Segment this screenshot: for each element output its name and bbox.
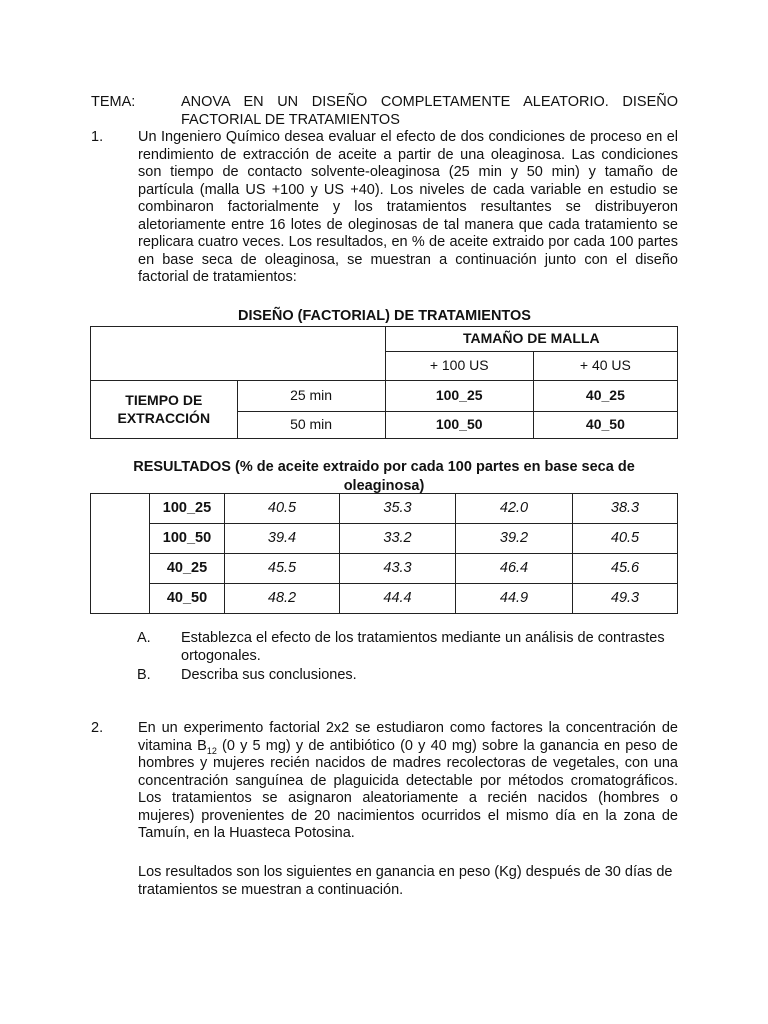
result-value: 46.4: [456, 554, 573, 584]
treatment-label: 40_50: [150, 584, 225, 614]
result-value: 42.0: [456, 494, 573, 524]
tema-label: TEMA:: [91, 94, 136, 110]
design-table-empty-corner: [91, 327, 386, 381]
treatment-cell: 40_25: [533, 381, 677, 412]
problem2-results-text: Los resultados son los siguientes en ganancia en peso (Kg) después de 30 días de tratamientos se muestran a continuación.: [138, 864, 673, 898]
result-value: 49.3: [573, 584, 678, 614]
results-table-title: RESULTADOS (% de aceite extraido por cada 100 partes en base seca de oleaginosa): [133, 459, 635, 494]
question-letter: B.: [137, 667, 151, 683]
treatment-cell: 40_50: [533, 412, 677, 439]
design-table-title: DISEÑO (FACTORIAL) DE TRATAMIENTOS: [238, 308, 531, 324]
problem2-text-start: En un experimento factorial 2x2 se estudiaron como factores la concentración de vitamina B: [138, 720, 678, 754]
result-value: 44.4: [340, 584, 456, 614]
row-level: 25 min: [237, 381, 385, 412]
tema-text: ANOVA EN UN DISEÑO COMPLETAMENTE ALEATORIO. DISEÑO FACTORIAL DE TRATAMIENTOS: [181, 94, 678, 128]
result-value: 45.5: [225, 554, 340, 584]
result-value: 38.3: [573, 494, 678, 524]
problem1-number: 1.: [91, 129, 104, 145]
question-text: Establezca el efecto de los tratamientos mediante un análisis de contrastes ortogonales.: [181, 630, 665, 664]
treatment-cell: 100_25: [385, 381, 533, 412]
row-factor-label: TIEMPO DE EXTRACCIÓN: [91, 381, 238, 439]
vitamin-subscript: 12: [206, 745, 217, 756]
result-value: 43.3: [340, 554, 456, 584]
result-value: 39.2: [456, 524, 573, 554]
result-value: 39.4: [225, 524, 340, 554]
row-level: 50 min: [237, 412, 385, 439]
col-level: + 40 US: [533, 352, 677, 381]
treatment-cell: 100_50: [385, 412, 533, 439]
col-factor-label: TAMAÑO DE MALLA: [385, 327, 677, 352]
result-value: 44.9: [456, 584, 573, 614]
treatment-label: 40_25: [150, 554, 225, 584]
question-letter: A.: [137, 630, 151, 646]
col-level: + 100 US: [385, 352, 533, 381]
results-table: [90, 493, 678, 614]
problem2-number: 2.: [91, 720, 104, 736]
problem2-text-rest: (0 y 5 mg) y de antibiótico (0 y 40 mg) sobre la ganancia en peso de hombres y mujeres recién nacidos de madres recolectoras de vegetales, con una concentración sanguínea de plaguicida detectable por métodos cromatográficos. Los tratamientos se asignaron aleatoriamente a recién nacidos (hombres o mujeres) provenientes de 20 nacimientos ocurridos el mismo día en la zona de Tamuín, en la Huasteca Potosina.: [138, 737, 678, 841]
result-value: 48.2: [225, 584, 340, 614]
treatment-label: 100_25: [150, 494, 225, 524]
design-table: [90, 326, 678, 439]
results-table-empty-cell: [91, 494, 150, 614]
result-value: 35.3: [340, 494, 456, 524]
result-value: 40.5: [225, 494, 340, 524]
result-value: 40.5: [573, 524, 678, 554]
result-value: 45.6: [573, 554, 678, 584]
question-text: Describa sus conclusiones.: [181, 667, 357, 683]
treatment-label: 100_50: [150, 524, 225, 554]
result-value: 33.2: [340, 524, 456, 554]
problem2-text: [138, 720, 678, 843]
problem1-text: Un Ingeniero Químico desea evaluar el efecto de dos condiciones de proceso en el rendimiento de extracción de aceite a partir de una oleaginosa. Las condiciones son tiempo de contacto solvente-oleaginosa (25 min y 50 min) y tamaño de partícula (malla US +100 y US +40). Los niveles de cada variable en estudio se combinaron factorialmente y los tratamientos resultantes se distribuyeron aletoriamente entre 16 lotes de oleginosas de tal manera que cada tratamiento se replicara cuatro veces. Los resultados, en % de aceite extraido por cada 100 partes en base seca de oleaginosa, se muestran a continuación junto con el diseño factorial de tratamientos:: [138, 129, 678, 285]
